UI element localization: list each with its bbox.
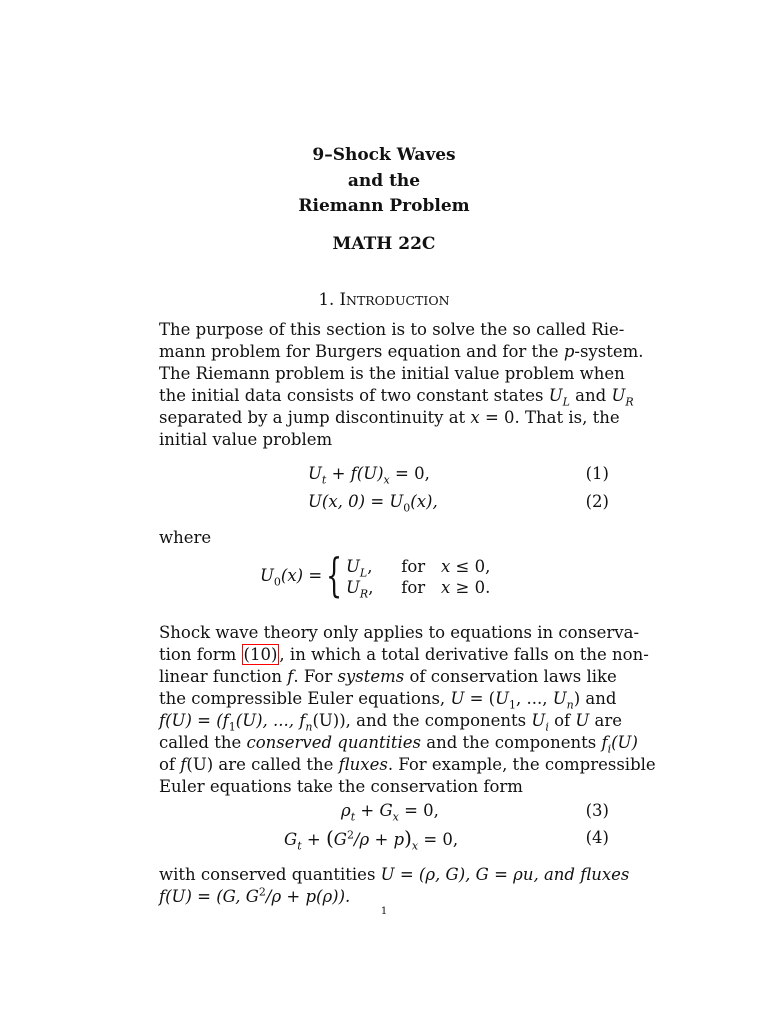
closing-line-2: f(U) = (G, $G^2/\rho + p(\rho)$).	[159, 885, 351, 906]
page-number: 1	[380, 906, 388, 917]
equation-1: $U_t + f(U)_x = 0$,	[308, 464, 430, 487]
section-name-rest: NTRODUCTION	[346, 293, 450, 308]
closing-paragraph	[159, 864, 630, 908]
section-heading	[0, 289, 768, 312]
section-number: 1.	[318, 290, 335, 309]
shock-line-6: called the conserved quantities and the components $f_i(U)$	[159, 733, 638, 756]
left-brace: {	[326, 548, 343, 602]
course-name: MATH 22C	[332, 234, 436, 254]
equation-number-4: (4)	[585, 828, 609, 847]
intro-line-1: The purpose of this section is to solve the so called Rie-	[159, 320, 625, 339]
equation-2: U(x, $0) = U_0(x)$,	[308, 492, 438, 515]
title-line-3: Riemann Problem	[298, 196, 470, 216]
title-line-1: 9–Shock Waves	[312, 145, 456, 165]
title-line-2: and the	[347, 170, 421, 191]
piecewise-lhs: $U_0(x)$ =	[260, 566, 323, 589]
equation-number-3: (3)	[585, 801, 609, 820]
closing-line-1: with conserved quantities U = (ρ, G), G = ρu, and fluxes	[159, 865, 630, 884]
shock-line-8: Euler equations take the conservation form	[159, 777, 523, 796]
where-text: where	[159, 528, 212, 547]
intro-line-5: separated by a jump discontinuity at x = 0. That is, the	[159, 408, 620, 427]
shock-line-1: Shock wave theory only applies to equations in conserva-	[159, 623, 640, 642]
piecewise-case-1: $U_L$, for x ≤ 0,	[346, 557, 491, 580]
shock-line-3: linear function f. For systems of conservation laws like	[159, 667, 617, 686]
intro-paragraph	[159, 319, 644, 451]
intro-line-6: initial value problem	[159, 430, 333, 449]
equation-reference-link[interactable]: (10)	[243, 645, 278, 664]
shock-line-2: tion form (10) , in which a total derivative falls on the non-	[159, 645, 649, 664]
intro-line-4: the initial data consists of two constant states $U_L$ and $U_R$	[159, 386, 634, 409]
shock-paragraph	[159, 622, 656, 798]
shock-line-5: $f(U) = (f_1(U)$, ..., $f_n(U)$), and the components $U_i$ of U are	[159, 711, 623, 734]
equation-4: $G_t + (G^2/\rho + p)_x = 0$,	[284, 826, 459, 853]
equation-number-1: (1)	[585, 464, 609, 483]
section-name-initial: I	[339, 290, 346, 309]
shock-line-7: of f(U) are called the fluxes. For example, the compressible	[159, 755, 656, 774]
paper-title	[0, 143, 768, 220]
shock-line-4: the compressible Euler equations, $U = (U_1$, ..., $U_n$) and	[159, 689, 617, 712]
intro-line-3: The Riemann problem is the initial value problem when	[159, 364, 625, 383]
equation-3: $\rho_t + G_x = 0$,	[341, 801, 439, 824]
piecewise-case-2: $U_R$, for x ≥ 0.	[346, 578, 491, 601]
intro-line-2: mann problem for Burgers equation and for the p-system.	[159, 342, 644, 361]
equation-number-2: (2)	[585, 492, 609, 511]
